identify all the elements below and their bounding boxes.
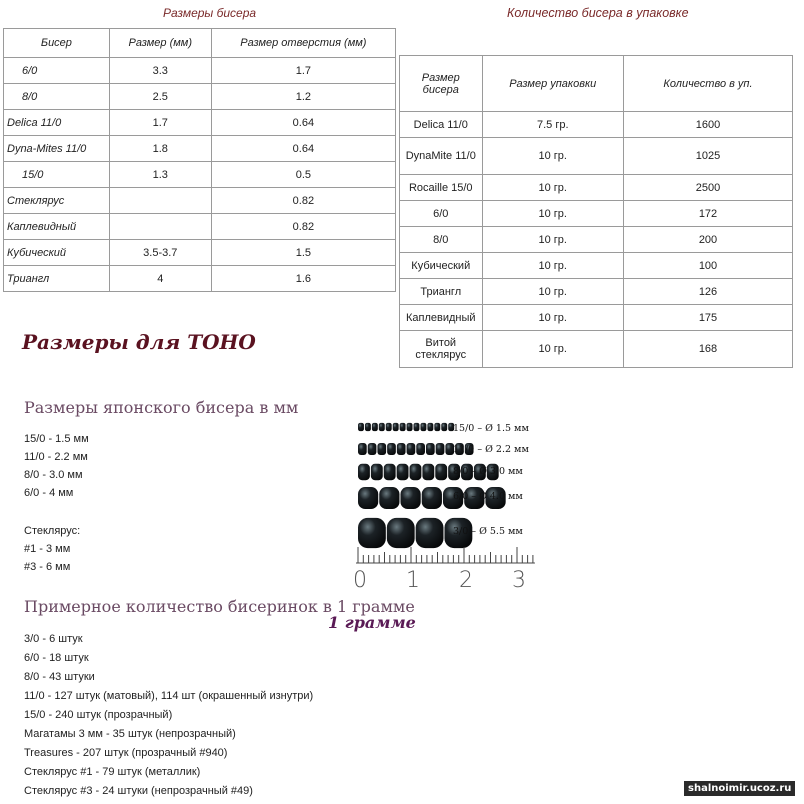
bead	[407, 423, 413, 431]
table-cell: Триангл	[400, 279, 483, 305]
bead-label: 8/0 – Ø 3.0 мм	[453, 466, 523, 477]
table-cell: 175	[623, 305, 792, 331]
bead	[422, 487, 442, 509]
bead	[368, 443, 377, 455]
ruler-label: 2	[459, 568, 473, 593]
table-cell: 200	[623, 227, 792, 253]
bead	[365, 423, 371, 431]
table-row	[400, 253, 793, 279]
table-row	[400, 227, 793, 253]
bead	[371, 464, 383, 481]
bead	[358, 464, 370, 481]
table-cell: DynaMite 11/0	[400, 138, 483, 175]
table-cell: 3.3	[109, 58, 211, 84]
table-cell: 3.5-3.7	[109, 240, 211, 266]
package-count-table	[399, 55, 793, 368]
table-cell: 8/0	[400, 227, 483, 253]
table-cell: 0.5	[211, 162, 395, 188]
table-cell: 10 гр.	[482, 305, 623, 331]
bead	[400, 423, 406, 431]
table-row	[400, 175, 793, 201]
list-item: Магатамы 3 мм - 35 штук (непрозрачный)	[24, 728, 236, 740]
table-header-cell: Бисер	[4, 29, 110, 58]
bead	[379, 487, 399, 509]
bead	[414, 423, 420, 431]
table-cell: 10 гр.	[482, 201, 623, 227]
list-item: 6/0 - 18 штук	[24, 652, 89, 664]
bead	[400, 487, 420, 509]
bead	[384, 464, 396, 481]
table-cell: 0.64	[211, 136, 395, 162]
table-header-cell: Количество в уп.	[623, 56, 792, 112]
ruler	[353, 547, 535, 593]
bead	[387, 518, 415, 548]
table-cell: Кубический	[4, 240, 110, 266]
count-heading: Примерное количество бисеринок в 1 грамме	[24, 597, 415, 616]
table-cell: 100	[623, 253, 792, 279]
table-cell: 10 гр.	[482, 279, 623, 305]
bead	[386, 423, 392, 431]
table-cell: Каплевидный	[4, 214, 110, 240]
table-cell: Стеклярус	[4, 188, 110, 214]
table-cell: 172	[623, 201, 792, 227]
list-item: 8/0 - 3.0 мм	[24, 469, 83, 481]
table-header-row	[400, 56, 793, 112]
table-header-cell: Размер бисера	[400, 56, 483, 112]
table-cell: 1.2	[211, 84, 395, 110]
bead	[422, 464, 434, 481]
table-cell: 10 гр.	[482, 138, 623, 175]
gram-overlay: 1 грамме	[328, 613, 416, 632]
table-row	[4, 266, 396, 292]
list-item: Стеклярус #1 - 79 штук (металлик)	[24, 766, 201, 778]
bugle-heading: Стеклярус:	[24, 525, 81, 537]
table-row	[4, 162, 396, 188]
table-header-cell: Размер отверстия (мм)	[211, 29, 395, 58]
bead	[397, 464, 409, 481]
table-cell: 1.7	[211, 58, 395, 84]
table-cell: Триангл	[4, 266, 110, 292]
table-cell	[109, 188, 211, 214]
bead	[397, 443, 406, 455]
table-cell	[109, 214, 211, 240]
table-row	[4, 136, 396, 162]
table-cell: Rocaille 15/0	[400, 175, 483, 201]
bead-label: 15/0 – Ø 1.5 мм	[453, 423, 529, 434]
list-item: 3/0 - 6 штук	[24, 633, 83, 645]
bead	[393, 423, 399, 431]
table-row	[400, 279, 793, 305]
table-row	[400, 138, 793, 175]
bead	[358, 487, 378, 509]
table-cell: 1.5	[211, 240, 395, 266]
table-cell: 168	[623, 331, 792, 368]
bead-label: 3/0 – Ø 5.5 мм	[453, 526, 523, 537]
table-cell: 1.6	[211, 266, 395, 292]
table-header-cell: Размер упаковки	[482, 56, 623, 112]
table-row	[4, 214, 396, 240]
table-cell: 10 гр.	[482, 175, 623, 201]
bead	[358, 518, 386, 548]
bead	[441, 423, 447, 431]
table-cell: 7.5 гр.	[482, 112, 623, 138]
bead	[372, 423, 378, 431]
bead	[377, 443, 386, 455]
ruler-label: 0	[353, 568, 367, 593]
table-header-cell: Размер (мм)	[109, 29, 211, 58]
table-cell: Delica 11/0	[400, 112, 483, 138]
list-item: 8/0 - 43 штуки	[24, 671, 95, 683]
bead	[358, 443, 367, 455]
bead-label: 11/0 – Ø 2.2 мм	[453, 444, 529, 455]
bead	[379, 423, 385, 431]
table-cell: Кубический	[400, 253, 483, 279]
bead	[407, 443, 416, 455]
bead	[416, 443, 425, 455]
japanese-sizes-list	[24, 433, 89, 579]
table-row	[4, 84, 396, 110]
table-cell: 126	[623, 279, 792, 305]
table-cell: 1600	[623, 112, 792, 138]
list-item: 15/0 - 1.5 мм	[24, 433, 89, 445]
table-row	[400, 331, 793, 368]
bead	[387, 443, 396, 455]
bead	[416, 518, 444, 548]
table-cell: 1025	[623, 138, 792, 175]
watermark: shalnoimir.ucoz.ru	[684, 781, 795, 796]
table2-title: Количество бисера в упаковке	[507, 6, 689, 20]
table-cell: Dyna-Mites 11/0	[4, 136, 110, 162]
ruler-label: 1	[406, 568, 420, 593]
list-item: 11/0 - 2.2 мм	[24, 451, 88, 463]
bead-label: 6/0 – Ø 4.0 мм	[453, 491, 523, 502]
table-cell: Каплевидный	[400, 305, 483, 331]
toho-title: Размеры для ТОНО	[22, 330, 256, 354]
table-cell: Витой стеклярус	[400, 331, 483, 368]
bead	[436, 443, 445, 455]
bead-sizes-table	[3, 28, 396, 292]
list-item: 6/0 - 4 мм	[24, 487, 74, 499]
japanese-sizes-heading: Размеры японского бисера в мм	[24, 398, 299, 417]
table1-title: Размеры бисера	[163, 6, 257, 20]
list-item: Стеклярус #3 - 24 штуки (непрозрачный #49)	[24, 785, 253, 797]
table-row	[400, 112, 793, 138]
table-cell: 0.82	[211, 214, 395, 240]
bead	[420, 423, 426, 431]
table-cell: 2500	[623, 175, 792, 201]
bead	[358, 423, 364, 431]
ruler-label: 3	[512, 568, 526, 593]
table-cell: 1.7	[109, 110, 211, 136]
bead	[435, 464, 447, 481]
table-row	[4, 58, 396, 84]
table-row	[4, 188, 396, 214]
table-cell: 4	[109, 266, 211, 292]
table-row	[400, 305, 793, 331]
table-cell: 1.8	[109, 136, 211, 162]
table-cell: 0.64	[211, 110, 395, 136]
list-item: 15/0 - 240 штук (прозрачный)	[24, 709, 173, 721]
table-cell: 0.82	[211, 188, 395, 214]
bead	[426, 443, 435, 455]
table-cell: 2.5	[109, 84, 211, 110]
list-item: Treasures - 207 штук (прозрачный #940)	[24, 747, 228, 759]
table-cell: 10 гр.	[482, 331, 623, 368]
table-header-row	[4, 29, 396, 58]
table-cell: 6/0	[400, 201, 483, 227]
bead	[427, 423, 433, 431]
table-row	[4, 240, 396, 266]
count-list	[24, 633, 313, 804]
list-item: #3 - 6 мм	[24, 561, 71, 573]
table-cell: 15/0	[4, 162, 110, 188]
table-row	[400, 201, 793, 227]
bead	[410, 464, 422, 481]
list-item: #1 - 3 мм	[24, 543, 71, 555]
list-item: 11/0 - 127 штук (матовый), 114 шт (окрашенный изнутри)	[24, 690, 314, 702]
table-cell: Delica 11/0	[4, 110, 110, 136]
table-cell: 10 гр.	[482, 227, 623, 253]
table-cell: 10 гр.	[482, 253, 623, 279]
table-cell: 1.3	[109, 162, 211, 188]
table-cell: 8/0	[4, 84, 110, 110]
bead	[434, 423, 440, 431]
table-row	[4, 110, 396, 136]
table-cell: 6/0	[4, 58, 110, 84]
